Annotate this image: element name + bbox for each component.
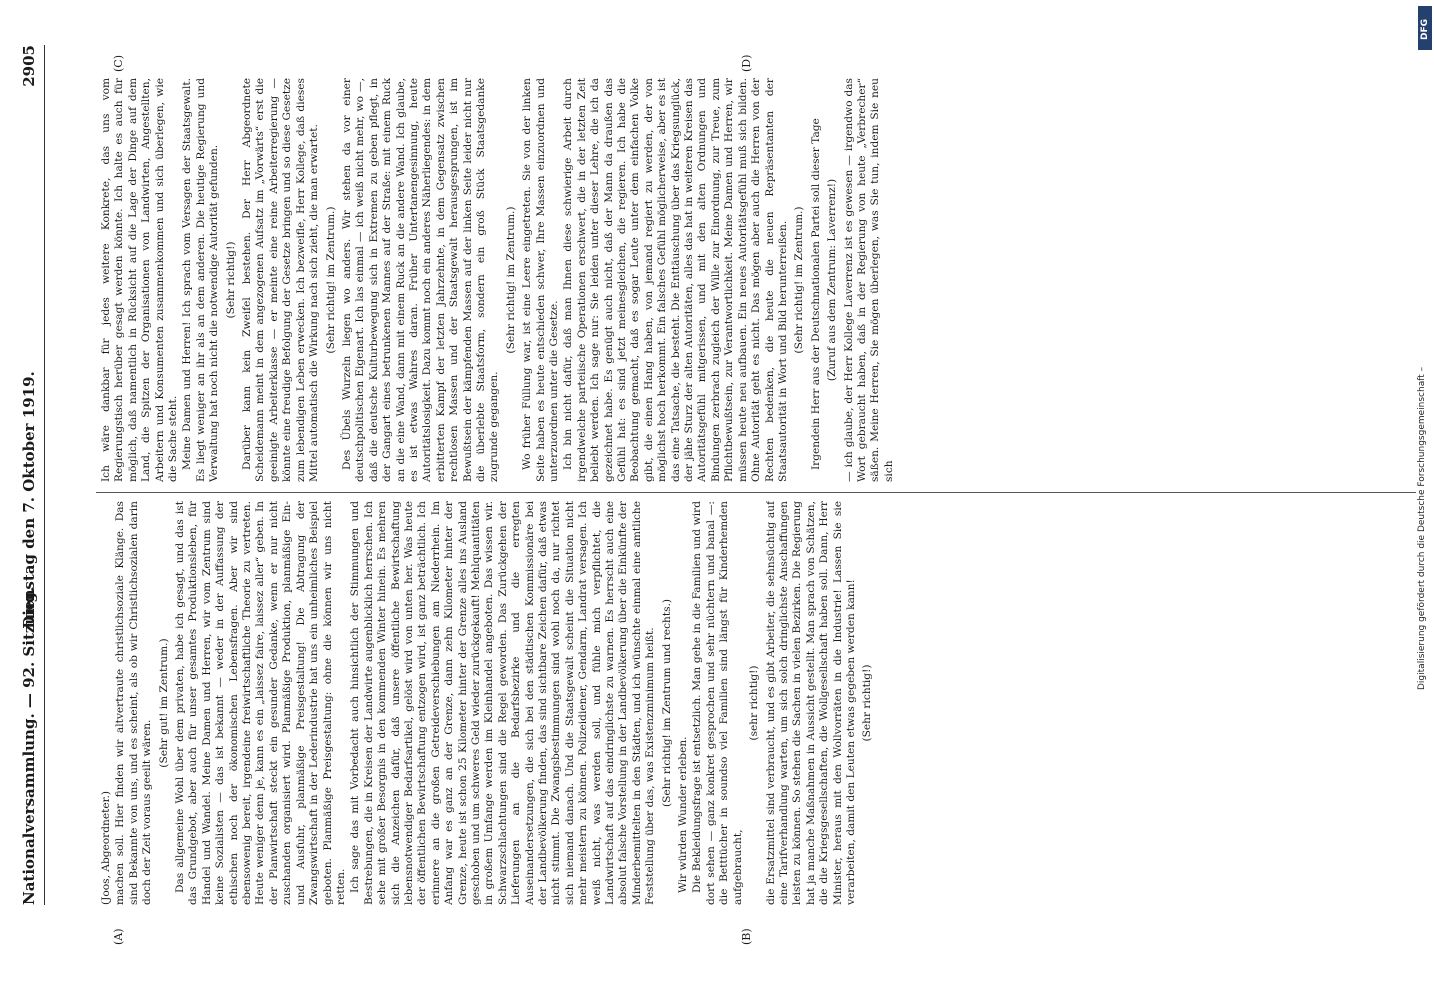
text-column-right	[100, 78, 1420, 482]
paragraph: Ich wäre dankbar für jedes weitere Konkrete, das uns vom Regierungstisch herüber gesagt werden könnte. Ich halte es auch für möglich, daß namentlich in Rücksicht auf die Lage der Dinge auf dem Land, die Spitzen der Organisationen von Landwirten, Angestellten, Arbeitern und Konsumenten zusammenkommen und sich überlegen, wie die Sache steht.	[100, 78, 180, 482]
margin-mark-c: (C)	[112, 55, 125, 72]
paragraph: Die Bekleidungsfrage ist entsetzlich. Man gehe in die Familien und wird dort sehen — ganz konkret gesprochen und sehr nüchtern und banal —: die Betttücher in soundso viel Familien sind längst für Kinderhemden aufgebraucht,	[691, 501, 744, 905]
paragraph: Des Übels Wurzeln liegen wo anders. Wir stehen da vor einer deutschpolitischen Eigenart. Ich las einmal — ich weiß nicht mehr, wo —, daß die deutsche Kulturbewegung sich in Extremen zu geben pflegt, in der Gangart eines betrunkenen Mannes auf der Straße: mit einem Ruck an die eine Wand, dann mit einem Ruck an die andere Wand. Ich glaube, es ist etwas Wahres daran. Früher Untertanengesinnung, heute Autoritätslosigkeit. Dazu kommt noch ein anderes Näherliegendes: in dem erbitterten Kampf der letzten Jahrzehnte, in dem Gegensatz zwischen rechtlosen Massen und der Staatsgewalt herausgesprungen, ist im Bewußtsein der kämpfenden Massen auf der linken Seite leider nicht nur die überlebte Staatsform, sondern ein groß Stück Staatsgedanke zugrunde gegangen.	[340, 78, 501, 482]
interjection: (Sehr gut! im Zentrum.)	[157, 638, 170, 768]
interjection: (Zuruf aus dem Zentrum: Laverrenz!)	[826, 178, 839, 382]
header-rule	[44, 45, 45, 905]
paragraph: Irgendein Herr aus der Deutschnationalen Partei soll dieser Tage	[809, 118, 822, 470]
margin-mark-d: (D)	[740, 54, 753, 72]
interjection: (Sehr richtig! im Zentrum.)	[504, 206, 517, 354]
paragraph: Meine Damen und Herren! Ich sprach vom Versagen der Staatsgewalt. Es liegt weniger an ihr als an dem anderen. Die heutige Regierung und Verwaltung hat noch nicht die notwendige Autorität gefunden.	[181, 78, 221, 482]
digitization-credit-strip	[1414, 0, 1434, 1000]
column-divider	[96, 492, 1416, 493]
paragraph: Darüber kann kein Zweifel bestehen. Der Herr Abgeordnete Scheidemann meint in dem angezogenen Aufsatz im „Vorwärts“ erst die geeinigte Arbeiterklasse — er meinte eine reine Arbeiterregierung — könnte eine freudige Befolgung der Gesetze bringen und so diese Gesetze zum lebendigen Leben erwecken. Ich bezweifle, Herr Kollege, daß dieses Mittel automatisch die Wirkung nach sich zieht, die man erwartet.	[241, 78, 321, 482]
digitization-credit-text: Digitalisierung gefördert durch die Deutsche Forschungsgemeinschaft –	[1417, 366, 1427, 690]
margin-mark-a: (A)	[112, 928, 125, 945]
interjection: (sehr richtig!)	[748, 665, 761, 741]
interjection: (Sehr richtig! im Zentrum.)	[793, 206, 806, 354]
interjection: (Sehr richtig! im Zentrum und rechts.)	[660, 598, 673, 808]
interjection: (Sehr richtig!)	[224, 241, 237, 319]
interjection: (Sehr richtig! im Zentrum.)	[324, 206, 337, 354]
paragraph: Wir würden Wunder erleben.	[677, 736, 690, 893]
paragraph: Ich sage das mit Vorbedacht auch hinsichtlich der Stimmungen und Bestrebungen, die in Kreisen der Landwirte augenblicklich herrschen. Ich sehe mit großer Besorgnis in den kommenden Winter hinein. Es mehren sich die Anzeichen dafür, daß unsere öffentliche Bewirtschaftung lebensnotwendiger Bedarfsartikel, gelöst wird von unten her. Was heute der öffentlichen Bewirtschaftung entzogen wird, ist ganz beträchtlich. Ich erinnere an die großen Getreideverschiebungen am Niederrhein. Im Anfang war es ganz an der Grenze, dann zehn Kilometer hinter der Grenze, heute ist schon 25 Kilometer hinter der Grenze alles ins Ausland geschoben und um schweres Geld wieder zurückgekauft! Mehlquantitäten in großem Umfange werden im Kleinhandel angeboten. Das wissen wir. Schwarzschlachtungen sind die Regel geworden. Das Zurückgehen der Lieferungen an die Bedarfsbezirke und die erregten Auseinandersetzungen, die sich bei den städtischen Kommissionäre bei der Landbevölkerung finden, das sind sichtbare Zeichen dafür, daß etwas nicht stimmt. Die Zwangsbestimmungen sind wohl noch da, nur richtet sich niemand danach. Und die Staatsgewalt scheint die Situation nicht mehr meistern zu können. Polizeidiener, Gendarm, Landrat versagen. Ich weiß nicht, was werden soll, und fühle mich verpflichtet, die Landwirtschaft auf das eindringlichste zu warnen. Es herrscht auch eine absolut falsche Vorstellung in der Landbevölkerung über die Einkünfte der Minderbemittelten in den Städten, und ich wünschte einmal eine amtliche Feststellung über das, was Existenzminimum heißt.	[349, 501, 657, 905]
dfg-logo: DFG	[1418, 6, 1432, 50]
paragraph: Wo früher Füllung war, ist eine Leere eingetreten. Sie von der linken Seite haben es heute entschieden schwer, Ihre Massen einzuordnen und unterzuordnen unter die Gesetze.	[521, 78, 560, 482]
page-number: 2905	[20, 45, 38, 87]
paragraph: die Ersatzmittel sind verbraucht, und es gibt Arbeiter, die sehnsüchtig auf eine Tarifverhandlung warten, um sich solch dringlichste Anschaffungen leisten zu können. So stehen die Sachen in vielen Bezirken. Die Regierung hat ja manche Maßnahmen in Aussicht gestellt. Man sprach von Schätzen, die die Kriegsgesellschaften, die Wollgesellschaft haben soll. Dann, Herr Minister, heraus mit den Wollvorräten in die Industrie! Lassen Sie sie verarbeiten, damit den Leuten etwas gegeben werden kann!	[764, 501, 857, 905]
paragraph: machen soll. Hier finden wir altvertraute christlichsoziale Klänge. Das sind Bekannte von uns, und es scheint, als ob wir Christlichsozialen darin doch der Zeit voraus geeilt wären.	[114, 501, 154, 905]
text-column-left	[100, 501, 1400, 905]
running-header-left: Nationalversammlung. — 92. Sitzung.	[20, 587, 38, 905]
speaker-note: (Joos, Abgeordneter.)	[100, 790, 112, 905]
running-header-date: Dienstag den 7. Oktober 1919.	[20, 371, 38, 629]
paragraph: Das allgemeine Wohl über dem privaten, habe ich gesagt, und das ist das Grundgebot, aber auch für unser gesamtes Produktionsleben, für Handel und Wandel. Meine Damen und Herren, wir vom Zentrum sind keine Sozialisten — das ist bekannt — weder in der Auffassung der ethischen noch der ökonomischen Lebensfragen. Aber wir sind ebensowenig bereit, irgendeine freiwirtschaftliche Theorie zu vertreten. Heute weniger denn je, kann es ein „laissez faire, laissez aller“ geben. In der Planwirtschaft steckt ein gesunder Gedanke, wenn er nur nicht zuschanden organisiert wird. Planmäßige Produktion, planmäßige Ein- und Ausfuhr, planmäßige Preisgestaltung! Die Abtragung der Zwangswirtschaft in der Lederindustrie hat uns ein unheimliches Beispiel geboten. Planmäßige Preisgestaltung: ohne die können wir uns nicht retten.	[174, 501, 347, 905]
paragraph: — ich glaube, der Herr Kollege Laverrenz ist es gewesen — irgendwo das Wort gebraucht haben, daß in der Regierung von heute „Verbrecher“ säßen. Meine Herren, Sie mögen überlegen, was Sie tun, indem Sie neu sich	[842, 78, 895, 482]
margin-mark-b: (B)	[740, 928, 753, 945]
interjection: (Sehr richtig!)	[861, 664, 874, 742]
paragraph: Ich bin nicht dafür, daß man Ihnen diese schwierige Arbeit durch irgendwelche parteiische Operationen erschwert, die in der letzten Zeit beliebt werden. Ich sage nur: Sie leiden unter dieser Lehre, die ich da gezeichnet habe. Es genügt auch nicht, daß der Mann da draußen das Gefühl hat: es sind jetzt meinesgleichen, die regieren. Ich habe die Beobachtung gemacht, daß es sogar Leute unter dem einfachen Volke gibt, die einen Hang haben, von jemand regiert zu werden, der von möglichst hoch herkommt. Ein falsches Gefühl möglicherweise, aber es ist das eine Tatsache, die besteht. Die Enttäuschung über das Kriegsunglück, der jähe Sturz der alten Autoritäten, alles das hat in weiteren Kreisen das Autoritätsgefühl mitgerissen, und mit den alten Ordnungen und Bindungen zerbrach zugleich der Wille zur Einordnung, zur Treue, zum Pflichtbewußtsein, zur Verantwortlichkeit. Meine Damen und Herren, wir müssen heute neu aufbauen. Ein neues Autoritätsgefühl muß sich bilden. Ohne Autorität geht es nicht. Das mögen aber auch die Herren von der Rechten bedenken, die heute die neuen Repräsentanten der Staatsautorität in Wort und Bild herunterreißen.	[562, 78, 789, 482]
